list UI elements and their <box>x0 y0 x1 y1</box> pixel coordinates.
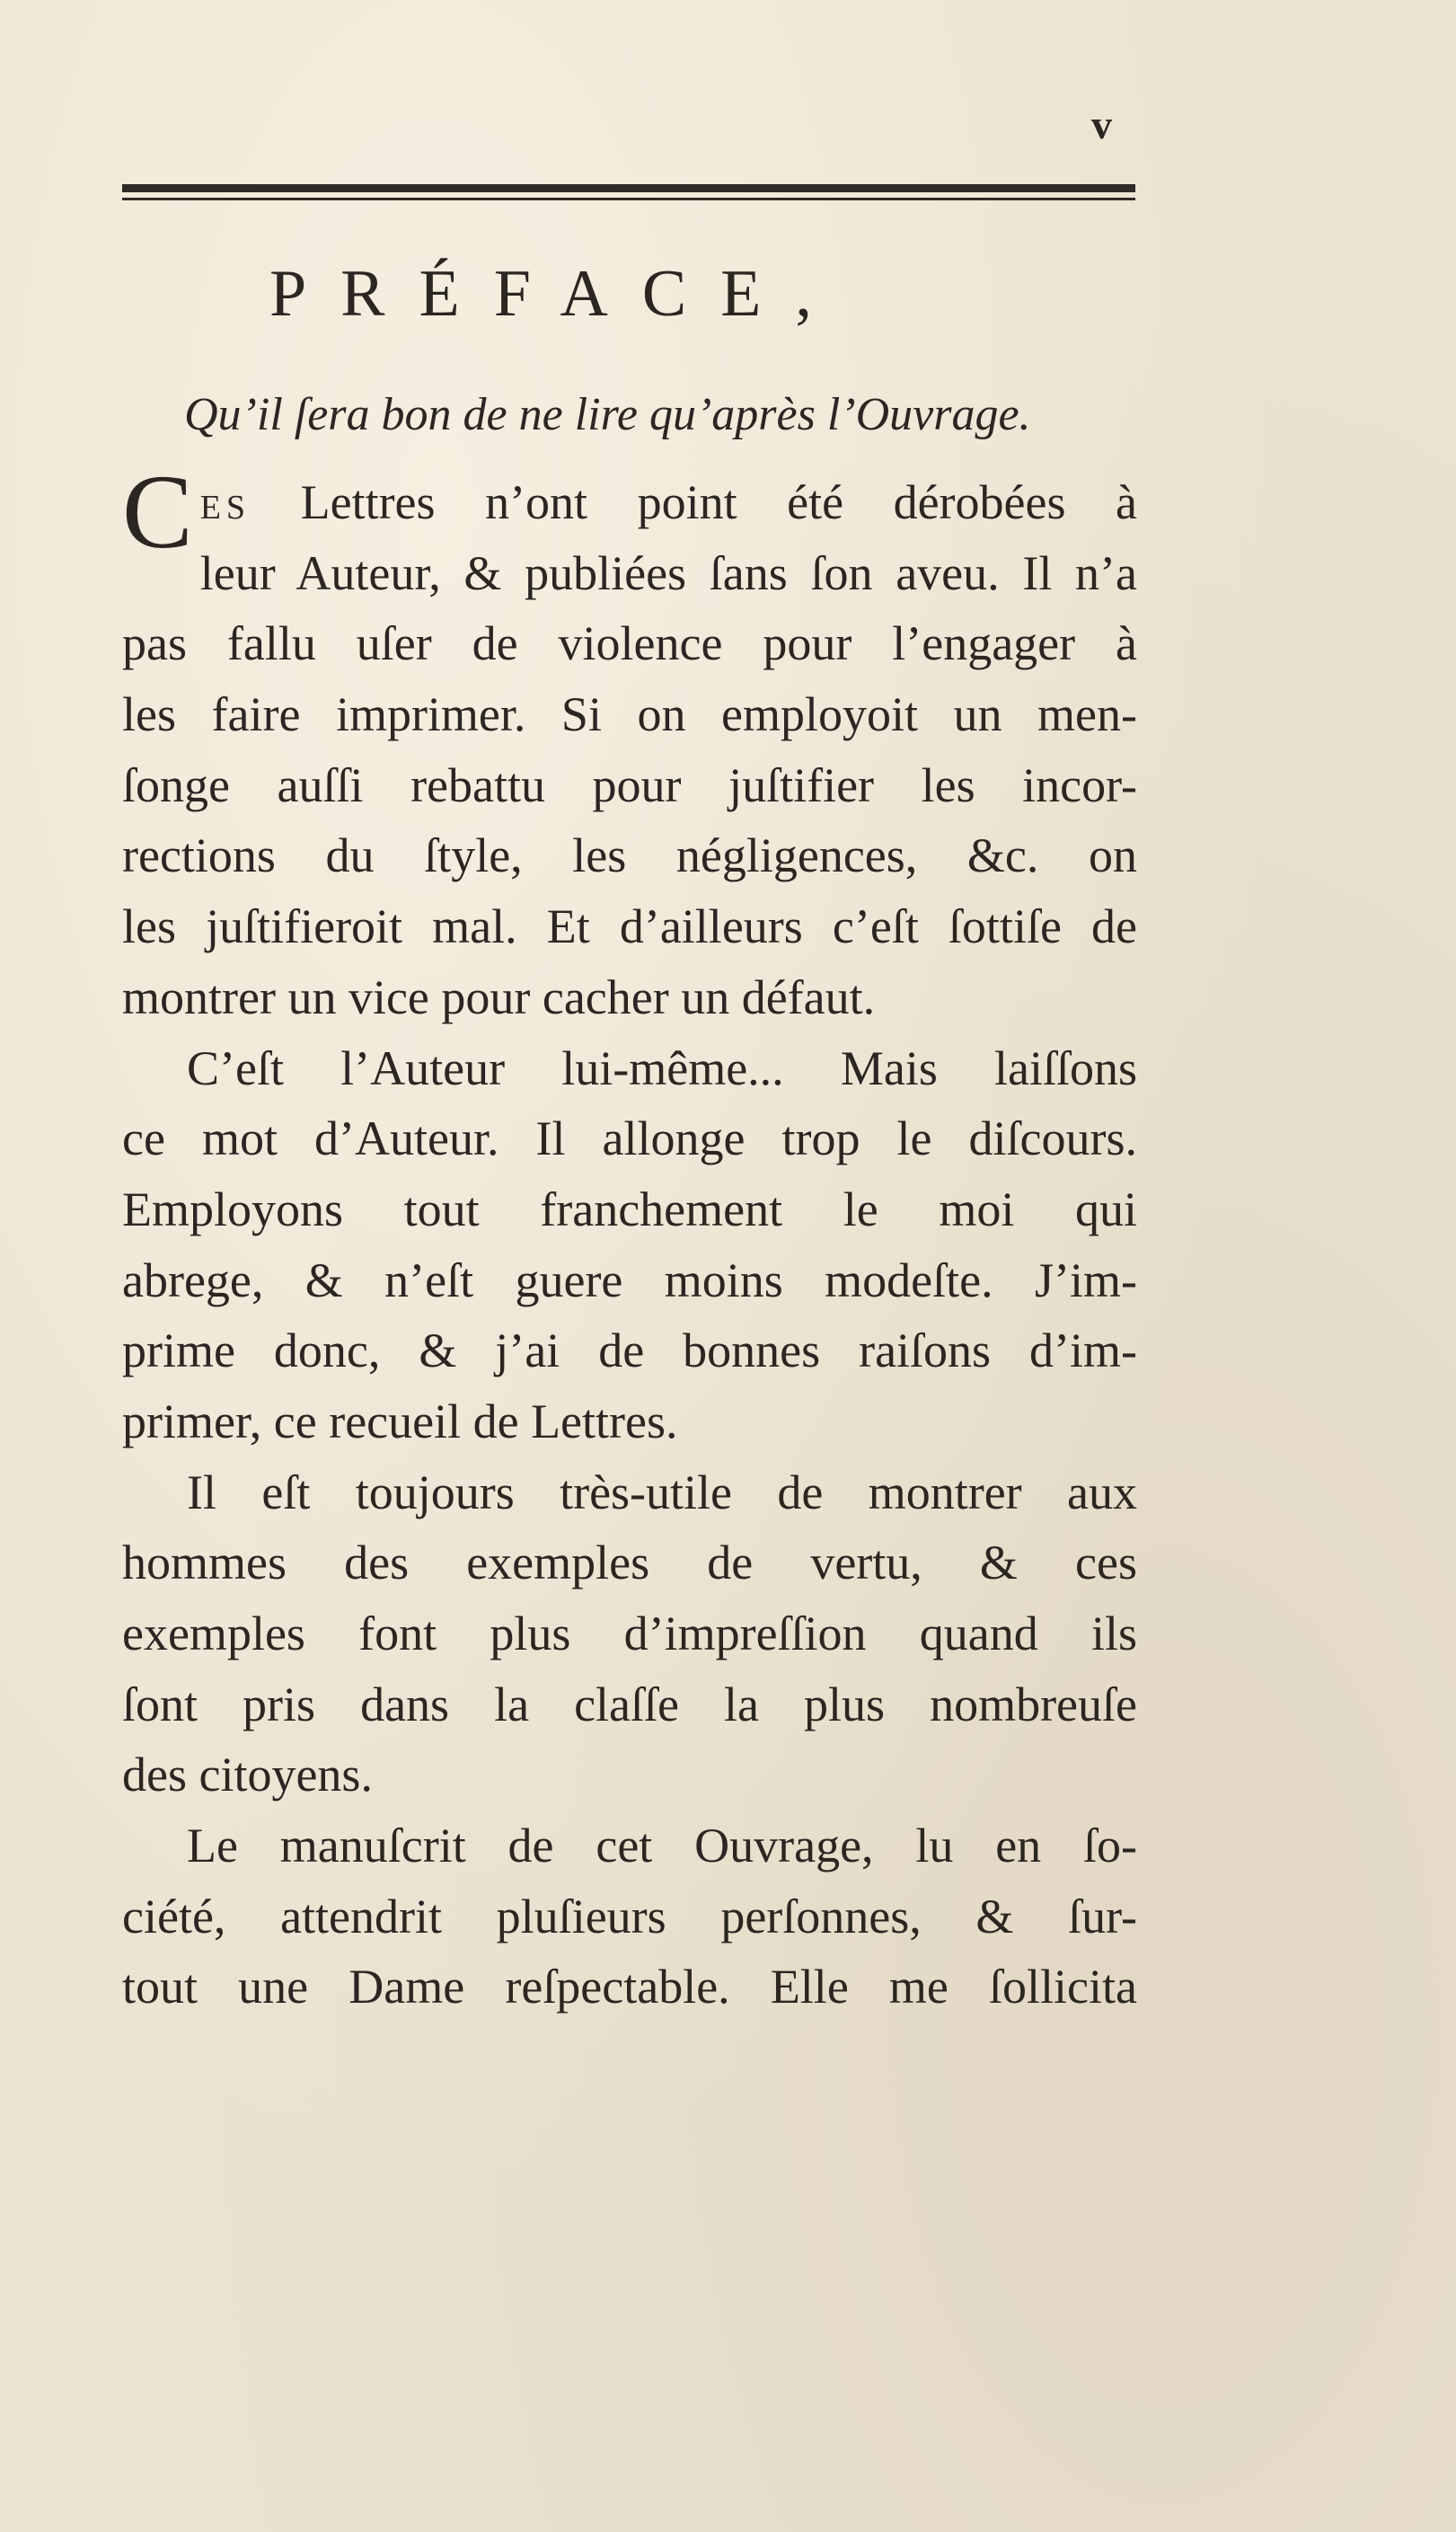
text-line: tout une Dame reſpectable. Elle me ſollicita <box>122 1960 1137 2014</box>
header-rule-thin <box>122 198 1135 200</box>
body-text <box>122 453 1137 2023</box>
text-line: les faire imprimer. Si on employoit un men- <box>122 687 1137 742</box>
text-line: ſont pris dans la claſſe la plus nombreuſe <box>122 1677 1137 1731</box>
text-line: pas fallu uſer de violence pour l’engager à <box>122 616 1137 671</box>
text-line: primer, ce recueil de Lettres. <box>122 1394 678 1448</box>
drop-cap: C <box>122 453 193 571</box>
text-line-1 <box>122 453 1137 571</box>
text-line: les juſtifieroit mal. Et d’ailleurs c’eſt ſottiſe de <box>122 899 1137 954</box>
text-line: leur Auteur, & publiées ſans ſon aveu. Il n’a <box>199 545 1137 600</box>
text-line: rections du ſtyle, les négligences, &c. on <box>122 828 1137 883</box>
header-rule-thick <box>122 184 1135 192</box>
text-line: abrege, & n’eſt guere moins modeſte. J’im- <box>122 1253 1137 1307</box>
drop-cap-rest: es <box>199 475 251 529</box>
text-line: Lettres n’ont point été dérobées à <box>251 475 1137 529</box>
text-line: ce mot d’Auteur. Il allonge trop le diſcours. <box>122 1111 1137 1166</box>
text-line: des citoyens. <box>122 1748 373 1802</box>
page-number: v <box>1091 102 1113 147</box>
text-line: ſonge auſſi rebattu pour juſtifier les incor- <box>122 757 1137 812</box>
text-line: ciété, attendrit pluſieurs perſonnes, & ſur- <box>122 1889 1137 1943</box>
text-line: montrer un vice pour cacher un défaut. <box>122 969 876 1024</box>
text-line: Il eſt toujours très-utile de montrer aux <box>187 1465 1137 1519</box>
preface-subheading: Qu’il ſera bon de ne lire qu’après l’Ouvrage. <box>184 389 1031 440</box>
text-line: Employons tout franchement le moi qui <box>122 1182 1137 1236</box>
text-line: Le manuſcrit de cet Ouvrage, lu en ſo- <box>187 1819 1137 1873</box>
text-line: hommes des exemples de vertu, & ces <box>122 1536 1137 1590</box>
preface-heading: PRÉFACE, <box>269 257 846 331</box>
text-line: C’eſt l’Auteur lui-même... Mais laiſſons <box>187 1040 1137 1095</box>
text-line: exemples font plus d’impreſſion quand ils <box>122 1607 1137 1660</box>
text-line: prime donc, & j’ai de bonnes raiſons d’im- <box>122 1324 1137 1378</box>
